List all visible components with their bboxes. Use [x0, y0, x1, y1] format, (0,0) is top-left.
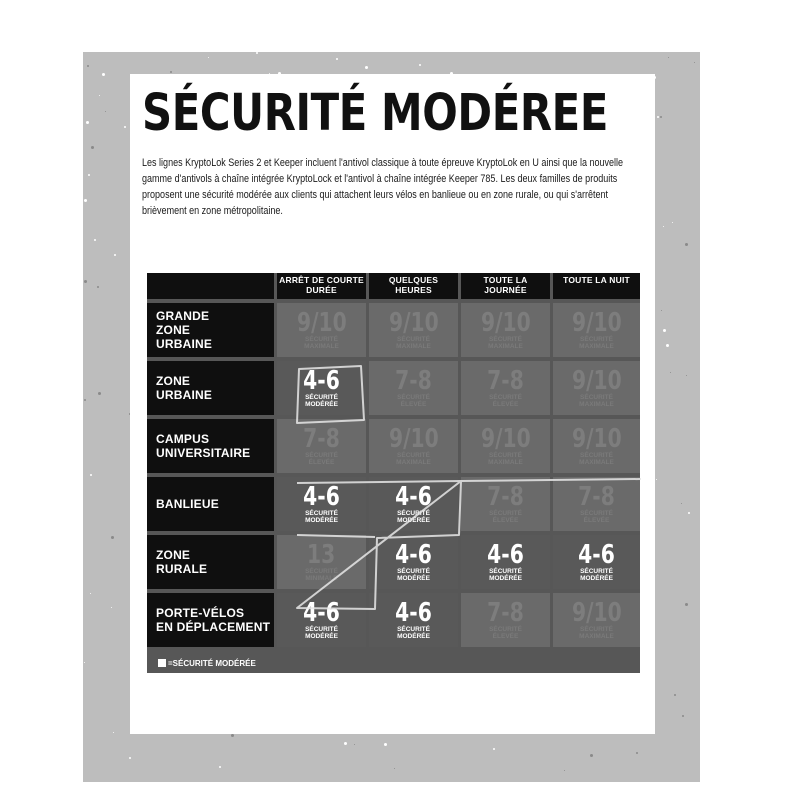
column-header: ARRÊT DE COURTE DURÉE	[277, 273, 366, 299]
rating-score: 9/10	[571, 366, 622, 396]
speckle	[354, 744, 355, 745]
rating-label: SÉCURITÉ MAXIMALE	[579, 336, 614, 350]
row-header: CAMPUS UNIVERSITAIRE	[147, 419, 274, 473]
rating-label: SÉCURITÉ MAXIMALE	[579, 452, 614, 466]
speckle	[656, 479, 657, 480]
speckle	[590, 754, 593, 757]
rating-label: SÉCURITÉ ÉLEVÉE	[397, 394, 430, 408]
speckle	[105, 111, 106, 112]
rating-score: 7-8	[487, 598, 524, 628]
speckle	[663, 226, 664, 227]
rating-score: 9/10	[296, 308, 347, 338]
rating-cell	[369, 361, 458, 415]
rating-score: 7-8	[487, 366, 524, 396]
speckle	[694, 62, 695, 63]
speckle	[657, 116, 659, 118]
rating-cell	[277, 303, 366, 357]
speckle	[670, 372, 671, 373]
speckle	[384, 743, 387, 746]
rating-score: 7-8	[303, 424, 340, 454]
rating-score: 9/10	[571, 308, 622, 338]
rating-score: 9/10	[388, 308, 439, 338]
speckle	[419, 64, 421, 66]
rating-cell	[369, 593, 458, 647]
rating-score: 7-8	[395, 366, 432, 396]
speckle	[336, 58, 338, 60]
speckle	[114, 254, 116, 256]
speckle	[672, 222, 673, 223]
speckle	[99, 95, 100, 96]
speckle	[86, 121, 89, 124]
rating-score: 9/10	[480, 424, 531, 454]
speckle	[111, 536, 114, 539]
speckle	[129, 757, 131, 759]
speckle	[84, 399, 86, 401]
rating-score: 9/10	[480, 308, 531, 338]
speckle	[660, 116, 662, 118]
speckle	[493, 748, 495, 750]
speckle	[91, 146, 94, 149]
legend-swatch	[158, 659, 166, 667]
speckle	[111, 607, 112, 608]
speckle	[84, 199, 87, 202]
rating-label: SÉCURITÉ MODÉRÉE	[489, 568, 522, 582]
column-header: TOUTE LA JOURNÉE	[461, 273, 550, 299]
rating-label: SÉCURITÉ MODÉRÉE	[580, 568, 613, 582]
speckle	[685, 243, 688, 246]
speckle	[256, 52, 258, 54]
rating-label: SÉCURITÉ MODÉRÉE	[305, 626, 338, 640]
rating-cell	[461, 593, 550, 647]
rating-score: 4-6	[578, 540, 615, 570]
rating-cell	[277, 535, 366, 589]
rating-cell	[553, 419, 640, 473]
rating-cell	[277, 477, 366, 531]
rating-label: SÉCURITÉ MAXIMALE	[488, 452, 523, 466]
speckle	[219, 766, 221, 768]
column-header: TOUTE LA NUIT	[553, 273, 640, 299]
row-header: BANLIEUE	[147, 477, 274, 531]
rating-score: 9/10	[571, 424, 622, 454]
speckle	[98, 392, 101, 395]
speckle	[681, 503, 682, 504]
speckle	[102, 73, 105, 76]
rating-cell	[553, 361, 640, 415]
speckle	[663, 329, 666, 332]
speckle	[170, 71, 172, 73]
rating-label: SÉCURITÉ ÉLEVÉE	[580, 510, 613, 524]
rating-score: 4-6	[303, 598, 340, 628]
rating-label: SÉCURITÉ ÉLEVÉE	[489, 394, 522, 408]
speckle	[685, 603, 688, 606]
speckle	[686, 375, 687, 376]
rating-cell	[461, 303, 550, 357]
rating-score: 4-6	[395, 482, 432, 512]
rating-label: SÉCURITÉ ÉLEVÉE	[489, 626, 522, 640]
rating-cell	[461, 361, 550, 415]
security-matrix	[147, 273, 640, 673]
rating-label: SÉCURITÉ MODÉRÉE	[397, 626, 430, 640]
speckle	[231, 734, 234, 737]
rating-cell	[369, 477, 458, 531]
page-title: SÉCURITÉ MODÉREE	[142, 84, 608, 143]
rating-score: 4-6	[395, 540, 432, 570]
rating-score: 4-6	[303, 482, 340, 512]
rating-cell	[369, 535, 458, 589]
rating-label: SÉCURITÉ MODÉRÉE	[397, 568, 430, 582]
speckle	[88, 174, 90, 176]
rating-label: SÉCURITÉ MAXIMALE	[579, 394, 614, 408]
rating-score: 7-8	[578, 482, 615, 512]
rating-label: SÉCURITÉ ÉLEVÉE	[489, 510, 522, 524]
rating-cell	[553, 477, 640, 531]
rating-cell	[369, 419, 458, 473]
rating-score: 4-6	[303, 366, 340, 396]
rating-label: SÉCURITÉ MAXIMALE	[396, 336, 431, 350]
rating-cell	[553, 303, 640, 357]
speckle	[674, 694, 676, 696]
rating-score: 4-6	[487, 540, 524, 570]
speckle	[208, 57, 209, 58]
speckle	[666, 344, 669, 347]
speckle	[90, 593, 91, 594]
rating-label: SÉCURITÉ MODÉRÉE	[305, 394, 338, 408]
rating-label: SÉCURITÉ MAXIMALE	[579, 626, 614, 640]
speckle	[87, 65, 89, 67]
row-header: ZONE RURALE	[147, 535, 274, 589]
speckle	[682, 715, 684, 717]
speckle	[344, 742, 347, 745]
rating-label: SÉCURITÉ MODÉRÉE	[397, 510, 430, 524]
speckle	[124, 126, 126, 128]
speckle	[564, 770, 565, 771]
speckle	[688, 512, 690, 514]
speckle	[661, 310, 662, 311]
rating-score: 13	[307, 540, 336, 570]
rating-cell	[277, 593, 366, 647]
speckle	[90, 474, 92, 476]
speckle	[113, 732, 114, 733]
legend	[147, 653, 640, 673]
rating-cell	[553, 593, 640, 647]
rating-score: 9/10	[571, 598, 622, 628]
header-corner	[147, 273, 274, 299]
rating-label: SÉCURITÉ ÉLEVÉE	[305, 452, 338, 466]
rating-label: SÉCURITÉ MODÉRÉE	[305, 510, 338, 524]
speckle	[365, 66, 368, 69]
rating-label: SÉCURITÉ MAXIMALE	[304, 336, 339, 350]
rating-cell	[461, 477, 550, 531]
speckle	[84, 662, 85, 663]
rating-score: 9/10	[388, 424, 439, 454]
rating-label: SÉCURITÉ MINIMALE	[305, 568, 338, 582]
speckle	[94, 239, 96, 241]
rating-cell	[369, 303, 458, 357]
rating-cell	[277, 361, 366, 415]
rating-cell	[277, 419, 366, 473]
legend-text: =SÉCURITÉ MODÉRÉE	[168, 658, 256, 668]
rating-cell	[461, 419, 550, 473]
rating-score: 7-8	[487, 482, 524, 512]
row-header: ZONE URBAINE	[147, 361, 274, 415]
row-header: PORTE-VÉLOS EN DÉPLACEMENT	[147, 593, 274, 647]
security-panel	[130, 74, 655, 734]
speckle	[636, 752, 638, 754]
speckle	[97, 286, 99, 288]
rating-cell	[553, 535, 640, 589]
column-header: QUELQUES HEURES	[369, 273, 458, 299]
speckle	[668, 57, 669, 58]
row-header: GRANDE ZONE URBAINE	[147, 303, 274, 357]
intro-paragraph: Les lignes KryptoLok Series 2 et Keeper incluent l'antivol classique à toute épreuve KryptoLok en U ainsi que la nouvelle gamme d'antivols à chaîne intégrée KryptoLock et l'antivol à chaîne intégrée Keeper 785. Les deux familles de produits proposent une sécurité modérée aux clients qui attachent leurs vélos en banlieue ou en zone rurale, ou qui s'arrêtent brièvement en zone métropolitaine.	[142, 157, 624, 217]
rating-label: SÉCURITÉ MAXIMALE	[396, 452, 431, 466]
rating-score: 4-6	[395, 598, 432, 628]
rating-label: SÉCURITÉ MAXIMALE	[488, 336, 523, 350]
rating-cell	[461, 535, 550, 589]
speckle	[394, 768, 395, 769]
speckle	[84, 280, 87, 283]
